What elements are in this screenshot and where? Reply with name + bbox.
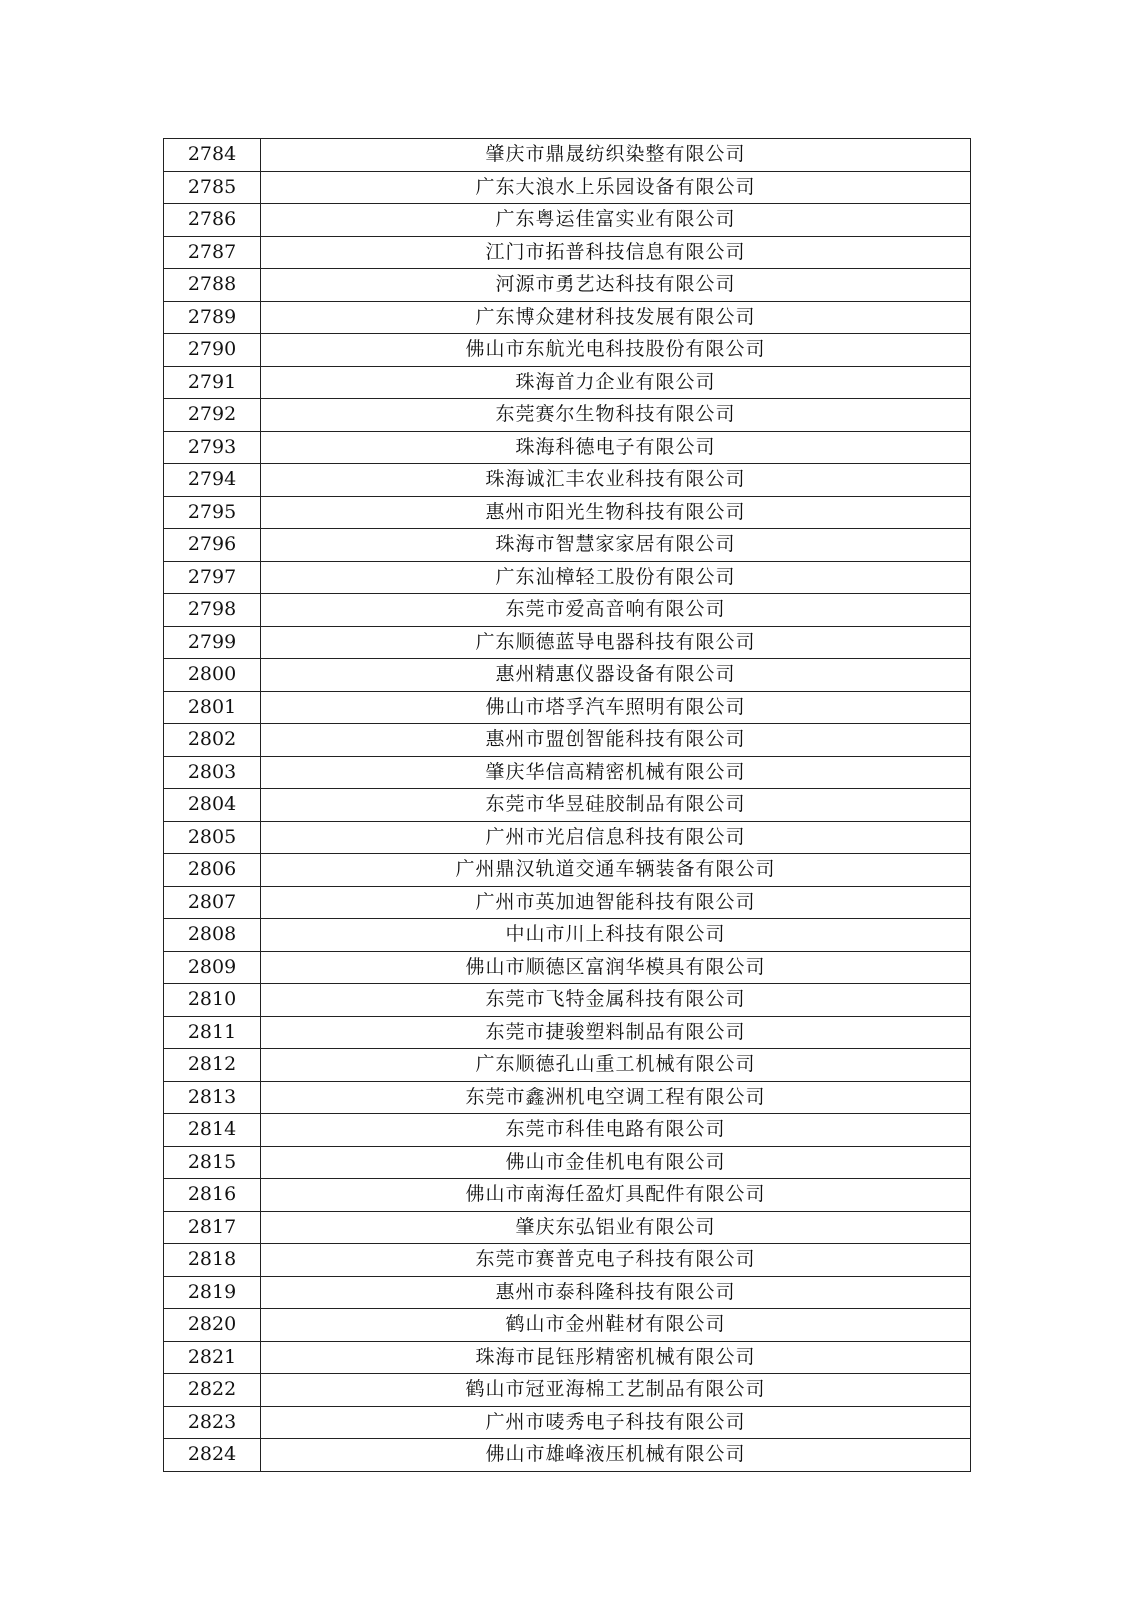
row-number-cell: 2813 bbox=[164, 1081, 261, 1114]
row-number-cell: 2800 bbox=[164, 659, 261, 692]
table-row bbox=[164, 1049, 971, 1082]
table-row bbox=[164, 1406, 971, 1439]
company-name-cell: 广州鼎汉轨道交通车辆装备有限公司 bbox=[261, 854, 971, 887]
row-number-cell: 2793 bbox=[164, 431, 261, 464]
company-name-cell: 江门市拓普科技信息有限公司 bbox=[261, 236, 971, 269]
row-number-cell: 2815 bbox=[164, 1146, 261, 1179]
company-name-cell: 广州市光启信息科技有限公司 bbox=[261, 821, 971, 854]
table-row bbox=[164, 1179, 971, 1212]
company-name-cell: 珠海诚汇丰农业科技有限公司 bbox=[261, 464, 971, 497]
company-name-cell: 广东粤运佳富实业有限公司 bbox=[261, 204, 971, 237]
company-name-cell: 肇庆华信高精密机械有限公司 bbox=[261, 756, 971, 789]
table-row bbox=[164, 1374, 971, 1407]
table-row bbox=[164, 724, 971, 757]
company-name-cell: 广州市英加迪智能科技有限公司 bbox=[261, 886, 971, 919]
table-row bbox=[164, 919, 971, 952]
table-row bbox=[164, 496, 971, 529]
row-number-cell: 2784 bbox=[164, 139, 261, 172]
row-number-cell: 2821 bbox=[164, 1341, 261, 1374]
company-name-cell: 广东汕樟轻工股份有限公司 bbox=[261, 561, 971, 594]
company-name-cell: 佛山市雄峰液压机械有限公司 bbox=[261, 1439, 971, 1472]
company-name-cell: 广州市唛秀电子科技有限公司 bbox=[261, 1406, 971, 1439]
company-name-cell: 广东大浪水上乐园设备有限公司 bbox=[261, 171, 971, 204]
row-number-cell: 2806 bbox=[164, 854, 261, 887]
company-name-cell: 东莞市爱高音响有限公司 bbox=[261, 594, 971, 627]
company-name-cell: 肇庆市鼎晟纺织染整有限公司 bbox=[261, 139, 971, 172]
table-row bbox=[164, 984, 971, 1017]
row-number-cell: 2802 bbox=[164, 724, 261, 757]
row-number-cell: 2823 bbox=[164, 1406, 261, 1439]
table-row bbox=[164, 204, 971, 237]
table-row bbox=[164, 1114, 971, 1147]
table-row bbox=[164, 1439, 971, 1472]
table-row bbox=[164, 301, 971, 334]
company-name-cell: 惠州市阳光生物科技有限公司 bbox=[261, 496, 971, 529]
row-number-cell: 2810 bbox=[164, 984, 261, 1017]
company-name-cell: 鹤山市金州鞋材有限公司 bbox=[261, 1309, 971, 1342]
row-number-cell: 2788 bbox=[164, 269, 261, 302]
table-row bbox=[164, 1341, 971, 1374]
row-number-cell: 2816 bbox=[164, 1179, 261, 1212]
table-row bbox=[164, 789, 971, 822]
company-name-cell: 佛山市顺德区富润华模具有限公司 bbox=[261, 951, 971, 984]
row-number-cell: 2817 bbox=[164, 1211, 261, 1244]
row-number-cell: 2820 bbox=[164, 1309, 261, 1342]
company-name-cell: 佛山市南海任盈灯具配件有限公司 bbox=[261, 1179, 971, 1212]
row-number-cell: 2785 bbox=[164, 171, 261, 204]
company-name-cell: 中山市川上科技有限公司 bbox=[261, 919, 971, 952]
row-number-cell: 2792 bbox=[164, 399, 261, 432]
row-number-cell: 2791 bbox=[164, 366, 261, 399]
company-name-cell: 东莞市鑫洲机电空调工程有限公司 bbox=[261, 1081, 971, 1114]
company-table bbox=[163, 138, 971, 1472]
table-row bbox=[164, 236, 971, 269]
table-row bbox=[164, 756, 971, 789]
row-number-cell: 2801 bbox=[164, 691, 261, 724]
company-name-cell: 东莞赛尔生物科技有限公司 bbox=[261, 399, 971, 432]
row-number-cell: 2809 bbox=[164, 951, 261, 984]
company-name-cell: 广东博众建材科技发展有限公司 bbox=[261, 301, 971, 334]
company-name-cell: 东莞市赛普克电子科技有限公司 bbox=[261, 1244, 971, 1277]
row-number-cell: 2795 bbox=[164, 496, 261, 529]
company-name-cell: 珠海市昆钰彤精密机械有限公司 bbox=[261, 1341, 971, 1374]
row-number-cell: 2799 bbox=[164, 626, 261, 659]
table-row bbox=[164, 366, 971, 399]
row-number-cell: 2822 bbox=[164, 1374, 261, 1407]
row-number-cell: 2807 bbox=[164, 886, 261, 919]
table-row bbox=[164, 691, 971, 724]
company-name-cell: 鹤山市冠亚海棉工艺制品有限公司 bbox=[261, 1374, 971, 1407]
table-row bbox=[164, 431, 971, 464]
row-number-cell: 2794 bbox=[164, 464, 261, 497]
table-row bbox=[164, 854, 971, 887]
table-row bbox=[164, 1016, 971, 1049]
company-name-cell: 惠州市泰科隆科技有限公司 bbox=[261, 1276, 971, 1309]
company-name-cell: 珠海科德电子有限公司 bbox=[261, 431, 971, 464]
table-row bbox=[164, 821, 971, 854]
company-name-cell: 佛山市金佳机电有限公司 bbox=[261, 1146, 971, 1179]
table-row bbox=[164, 139, 971, 172]
row-number-cell: 2819 bbox=[164, 1276, 261, 1309]
table-row bbox=[164, 1309, 971, 1342]
table-row bbox=[164, 594, 971, 627]
table-row bbox=[164, 659, 971, 692]
row-number-cell: 2805 bbox=[164, 821, 261, 854]
table-row bbox=[164, 951, 971, 984]
table-row bbox=[164, 1276, 971, 1309]
row-number-cell: 2814 bbox=[164, 1114, 261, 1147]
table-row bbox=[164, 626, 971, 659]
row-number-cell: 2789 bbox=[164, 301, 261, 334]
row-number-cell: 2824 bbox=[164, 1439, 261, 1472]
table-row bbox=[164, 399, 971, 432]
row-number-cell: 2796 bbox=[164, 529, 261, 562]
company-name-cell: 惠州市盟创智能科技有限公司 bbox=[261, 724, 971, 757]
table-row bbox=[164, 529, 971, 562]
company-name-cell: 佛山市东航光电科技股份有限公司 bbox=[261, 334, 971, 367]
row-number-cell: 2811 bbox=[164, 1016, 261, 1049]
row-number-cell: 2790 bbox=[164, 334, 261, 367]
table-row bbox=[164, 269, 971, 302]
company-name-cell: 东莞市飞特金属科技有限公司 bbox=[261, 984, 971, 1017]
row-number-cell: 2812 bbox=[164, 1049, 261, 1082]
company-table-body bbox=[164, 139, 971, 1472]
row-number-cell: 2797 bbox=[164, 561, 261, 594]
table-row bbox=[164, 1081, 971, 1114]
table-row bbox=[164, 886, 971, 919]
row-number-cell: 2808 bbox=[164, 919, 261, 952]
company-name-cell: 广东顺德孔山重工机械有限公司 bbox=[261, 1049, 971, 1082]
row-number-cell: 2786 bbox=[164, 204, 261, 237]
company-name-cell: 惠州精惠仪器设备有限公司 bbox=[261, 659, 971, 692]
company-name-cell: 东莞市科佳电路有限公司 bbox=[261, 1114, 971, 1147]
table-row bbox=[164, 1146, 971, 1179]
table-row bbox=[164, 171, 971, 204]
company-name-cell: 珠海首力企业有限公司 bbox=[261, 366, 971, 399]
table-row bbox=[164, 464, 971, 497]
company-name-cell: 珠海市智慧家家居有限公司 bbox=[261, 529, 971, 562]
row-number-cell: 2798 bbox=[164, 594, 261, 627]
table-row bbox=[164, 561, 971, 594]
row-number-cell: 2787 bbox=[164, 236, 261, 269]
company-name-cell: 广东顺德蓝导电器科技有限公司 bbox=[261, 626, 971, 659]
company-name-cell: 东莞市捷骏塑料制品有限公司 bbox=[261, 1016, 971, 1049]
row-number-cell: 2818 bbox=[164, 1244, 261, 1277]
row-number-cell: 2803 bbox=[164, 756, 261, 789]
table-row bbox=[164, 334, 971, 367]
company-name-cell: 佛山市塔孚汽车照明有限公司 bbox=[261, 691, 971, 724]
table-row bbox=[164, 1244, 971, 1277]
row-number-cell: 2804 bbox=[164, 789, 261, 822]
company-name-cell: 河源市勇艺达科技有限公司 bbox=[261, 269, 971, 302]
table-row bbox=[164, 1211, 971, 1244]
company-name-cell: 东莞市华昱硅胶制品有限公司 bbox=[261, 789, 971, 822]
company-name-cell: 肇庆东弘铝业有限公司 bbox=[261, 1211, 971, 1244]
